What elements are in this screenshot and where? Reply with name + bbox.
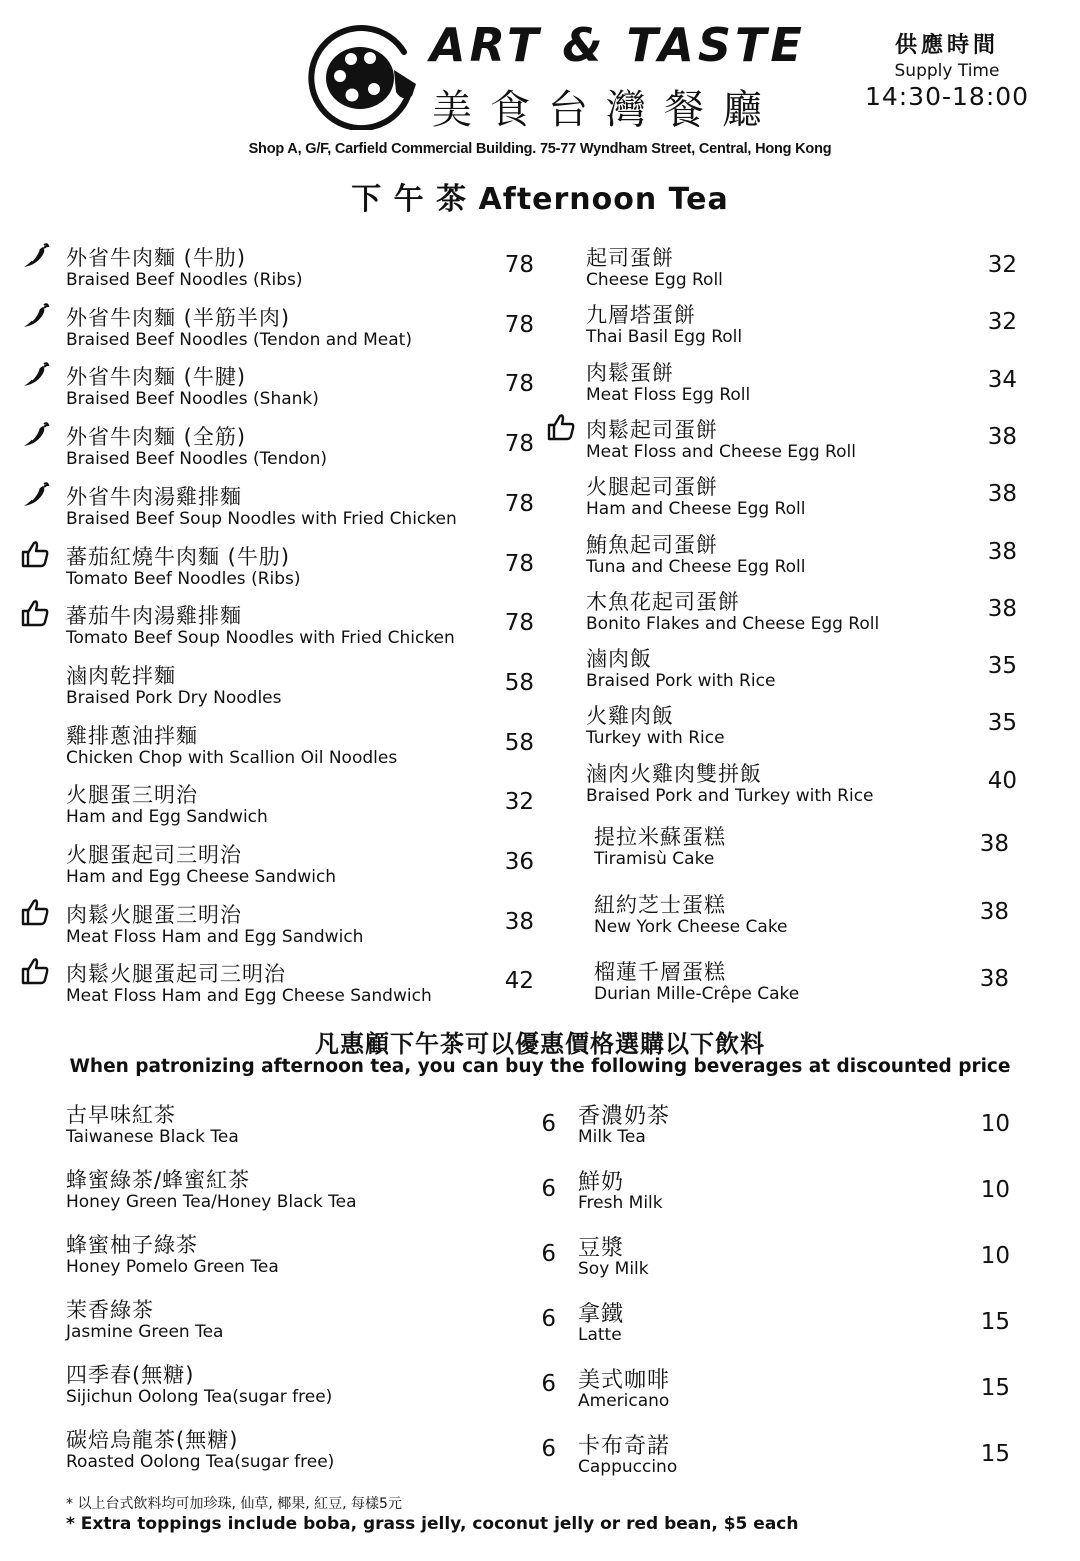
menu-item-name-zh: 蕃茄牛肉湯雞排麵 — [66, 604, 242, 629]
menu-item-name-zh: 拿鐵 — [578, 1302, 625, 1327]
menu-item-name-zh: 鮪魚起司蛋餅 — [586, 532, 718, 557]
menu-item-name-en: Braised Beef Noodles (Tendon) — [66, 449, 327, 470]
chili-pepper-icon — [20, 419, 50, 449]
menu-item-name-en: Roasted Oolong Tea(sugar free) — [66, 1452, 335, 1472]
menu-item-price: 38 — [987, 595, 1017, 622]
menu-item-price: 32 — [987, 252, 1017, 278]
menu-item — [66, 1294, 556, 1354]
menu-item-name-zh: 古早味紅茶 — [66, 1103, 176, 1127]
chili-pepper-icon — [20, 479, 50, 509]
menu-item-name-en: Cheese Egg Roll — [586, 270, 723, 290]
menu-item-name-zh: 滷肉火雞肉雙拼飯 — [586, 761, 762, 786]
menu-item — [586, 471, 1026, 527]
menu-item-name-en: Americano — [578, 1391, 670, 1411]
menu-item-name-zh: 火腿起司蛋餅 — [586, 475, 718, 500]
menu-item-name-zh: 木魚花起司蛋餅 — [586, 589, 740, 614]
menu-item-name-zh: 蜂蜜柚子綠茶 — [66, 1233, 198, 1257]
menu-item — [586, 414, 1026, 470]
menu-item-price: 32 — [504, 789, 534, 816]
menu-item-name-zh: 肉鬆火腿蛋三明治 — [66, 902, 242, 927]
menu-item-price: 78 — [504, 252, 534, 278]
menu-item — [586, 758, 1026, 814]
menu-item — [594, 821, 1026, 877]
chili-pepper-icon — [20, 240, 50, 270]
menu-item-name-zh: 外省牛肉湯雞排麵 — [66, 484, 242, 509]
menu-item-price: 34 — [987, 366, 1017, 393]
thumbs-up-icon — [20, 539, 50, 569]
menu-item-name-zh: 外省牛肉麵 (牛肋) — [66, 246, 247, 270]
menu-item — [66, 421, 536, 477]
menu-item-name-en: Meat Floss Egg Roll — [586, 384, 751, 405]
menu-item-name-zh: 蜂蜜綠茶/蜂蜜紅茶 — [66, 1168, 251, 1192]
menu-item-name-zh: 四季春(無糖) — [66, 1363, 195, 1387]
menu-item — [66, 1099, 556, 1159]
menu-item-name-zh: 肉鬆火腿蛋起司三明治 — [66, 962, 286, 987]
menu-item — [578, 1429, 1018, 1489]
thumbs-up-icon — [546, 412, 576, 442]
menu-item — [594, 889, 1026, 945]
menu-item-name-zh: 豆漿 — [578, 1236, 625, 1261]
menu-item-name-en: Tuna and Cheese Egg Roll — [586, 556, 806, 577]
menu-item — [66, 541, 536, 597]
menu-item-name-zh: 卡布奇諾 — [578, 1434, 671, 1459]
thumbs-up-icon — [20, 897, 50, 927]
menu-item-name-en: Honey Pomelo Green Tea — [66, 1257, 279, 1277]
menu-item-name-en: Meat Floss Ham and Egg Sandwich — [66, 926, 364, 947]
menu-item — [586, 643, 1026, 699]
menu-item-name-en: Thai Basil Egg Roll — [586, 327, 743, 348]
menu-item-name-zh: 滷肉飯 — [586, 647, 652, 672]
menu-item — [66, 1424, 556, 1484]
brand-name-en: ART & TASTE — [430, 18, 806, 72]
menu-item — [594, 956, 1026, 1012]
menu-item-name-en: New York Cheese Cake — [594, 916, 788, 937]
menu-item — [66, 958, 536, 1014]
menu-item-name-en: Meat Floss and Cheese Egg Roll — [586, 441, 856, 462]
chili-pepper-icon — [20, 359, 50, 389]
menu-item-name-zh: 外省牛肉麵 (牛腱) — [66, 365, 247, 390]
menu-item — [66, 361, 536, 417]
menu-item-name-zh: 肉鬆起司蛋餅 — [586, 417, 718, 442]
thumbs-up-icon — [20, 598, 50, 628]
menu-item-price: 10 — [980, 1177, 1010, 1203]
menu-item-price: 38 — [987, 538, 1017, 565]
page-title: 下 午 茶 Afternoon Tea — [351, 182, 729, 217]
menu-item-name-zh: 外省牛肉麵 (半筋半肉) — [66, 305, 291, 330]
brand-name-zh: 美食台灣餐廳 — [432, 87, 780, 133]
menu-item-price: 15 — [980, 1375, 1010, 1401]
menu-item-price: 15 — [980, 1441, 1010, 1467]
menu-item-name-zh: 榴蓮千層蛋糕 — [594, 960, 726, 984]
menu-item-name-en: Braised Beef Noodles (Ribs) — [66, 270, 303, 290]
menu-item-name-zh: 肉鬆蛋餅 — [586, 360, 674, 385]
menu-item-price: 78 — [504, 490, 534, 517]
menu-item-name-en: Soy Milk — [578, 1259, 649, 1279]
menu-item — [586, 529, 1026, 585]
menu-item-name-zh: 提拉米蘇蛋糕 — [594, 825, 726, 849]
menu-item — [66, 839, 536, 895]
menu-item — [66, 1164, 556, 1224]
promo-heading-en: When patronizing afternoon tea, you can buy the following beverages at discounted price — [69, 1056, 1011, 1077]
menu-item-name-en: Ham and Egg Cheese Sandwich — [66, 867, 337, 887]
menu-item-price: 6 — [541, 1306, 556, 1332]
menu-item — [586, 242, 1026, 298]
menu-item-name-en: Turkey with Rice — [586, 728, 725, 749]
menu-item-name-zh: 滷肉乾拌麵 — [66, 663, 176, 688]
menu-item — [578, 1231, 1018, 1291]
menu-item-price: 10 — [980, 1243, 1010, 1269]
menu-item — [578, 1099, 1018, 1159]
menu-item-price: 36 — [504, 849, 534, 875]
menu-item-name-en: Durian Mille-Crêpe Cake — [594, 984, 800, 1004]
menu-item-name-zh: 起司蛋餅 — [586, 246, 674, 270]
menu-item-name-en: Ham and Cheese Egg Roll — [586, 499, 806, 520]
menu-item-name-zh: 香濃奶茶 — [578, 1104, 671, 1129]
menu-item-name-en: Chicken Chop with Scallion Oil Noodles — [66, 747, 398, 768]
menu-item — [586, 299, 1026, 355]
menu-item — [66, 600, 536, 656]
menu-item-price: 78 — [504, 311, 534, 338]
menu-item-price: 40 — [987, 767, 1017, 794]
menu-item — [66, 779, 536, 835]
menu-item-name-zh: 雞排蔥油拌麵 — [66, 723, 198, 748]
menu-item-name-en: Honey Green Tea/Honey Black Tea — [66, 1192, 357, 1212]
menu-item-price: 38 — [979, 898, 1009, 925]
menu-item-price: 38 — [987, 481, 1017, 508]
menu-item-price: 58 — [504, 669, 534, 696]
menu-item — [66, 720, 536, 776]
menu-item-name-en: Tomato Beef Soup Noodles with Fried Chicken — [66, 628, 455, 649]
supply-time-value: 14:30-18:00 — [864, 82, 1030, 111]
menu-item-price: 38 — [504, 908, 534, 935]
menu-item-name-en: Braised Pork Dry Noodles — [66, 687, 282, 708]
menu-item — [66, 1359, 556, 1419]
menu-item — [578, 1165, 1018, 1225]
menu-item-price: 6 — [541, 1241, 556, 1267]
menu-item-price: 35 — [987, 710, 1017, 737]
menu-item-price: 58 — [504, 729, 534, 756]
menu-item-name-en: Milk Tea — [578, 1127, 646, 1147]
menu-item-name-zh: 碳焙烏龍茶(無糖) — [66, 1428, 239, 1452]
palette-logo-icon — [304, 18, 420, 130]
menu-item-price: 15 — [980, 1309, 1010, 1335]
menu-item — [66, 481, 536, 537]
menu-item — [66, 899, 536, 955]
menu-item-name-zh: 鮮奶 — [578, 1170, 625, 1195]
menu-item-price: 6 — [541, 1176, 556, 1202]
promo-heading-zh: 凡惠顧下午茶可以優惠價格選購以下飲料 — [315, 1030, 765, 1058]
toppings-note-en: * Extra toppings include boba, grass jelly, coconut jelly or red bean, $5 each — [66, 1514, 799, 1534]
address: Shop A, G/F, Carfield Commercial Building. 75-77 Wyndham Street, Central, Hong Kong — [248, 141, 832, 157]
menu-item-name-zh: 火腿蛋起司三明治 — [66, 843, 242, 867]
menu-item-name-zh: 火腿蛋三明治 — [66, 783, 198, 808]
menu-item-name-en: Braised Pork and Turkey with Rice — [586, 785, 874, 806]
menu-item-name-en: Braised Pork with Rice — [586, 671, 776, 692]
menu-item-name-en: Cappuccino — [578, 1457, 678, 1477]
menu-item-price: 78 — [504, 610, 534, 637]
menu-item-price: 38 — [979, 831, 1009, 857]
menu-item-name-en: Fresh Milk — [578, 1193, 663, 1213]
menu-item — [66, 242, 536, 298]
menu-item-name-en: Braised Beef Soup Noodles with Fried Chicken — [66, 508, 457, 529]
menu-item-name-en: Jasmine Green Tea — [66, 1322, 224, 1342]
menu-item-name-zh: 九層塔蛋餅 — [586, 303, 696, 328]
menu-item-name-zh: 火雞肉飯 — [586, 704, 674, 729]
menu-item-name-en: Tiramisù Cake — [594, 849, 715, 869]
menu-item-name-en: Taiwanese Black Tea — [66, 1127, 239, 1147]
supply-label-en: Supply Time — [894, 61, 1000, 81]
menu-item-name-zh: 紐約芝士蛋糕 — [594, 892, 726, 917]
menu-item-price: 32 — [987, 309, 1017, 336]
menu-item-name-en: Bonito Flakes and Cheese Egg Roll — [586, 613, 880, 634]
menu-item — [578, 1363, 1018, 1423]
thumbs-up-icon — [20, 956, 50, 986]
menu-item — [586, 586, 1026, 642]
menu-item — [586, 700, 1026, 756]
menu-item-name-en: Tomato Beef Noodles (Ribs) — [66, 568, 301, 589]
menu-item-name-en: Braised Beef Noodles (Tendon and Meat) — [66, 329, 412, 350]
menu-item-name-zh: 外省牛肉麵 (全筋) — [66, 425, 247, 450]
menu-item-price: 6 — [541, 1111, 556, 1137]
supply-label-zh: 供應時間 — [894, 32, 999, 58]
menu-item-name-en: Sijichun Oolong Tea(sugar free) — [66, 1387, 333, 1407]
menu-item-name-en: Braised Beef Noodles (Shank) — [66, 389, 319, 410]
menu-item-price: 78 — [504, 550, 534, 577]
menu-item-name-en: Meat Floss Ham and Egg Cheese Sandwich — [66, 986, 432, 1007]
menu-item — [578, 1297, 1018, 1357]
menu-item-name-en: Latte — [578, 1325, 622, 1345]
menu-item-name-zh: 茉香綠茶 — [66, 1298, 154, 1322]
menu-item-price: 10 — [980, 1111, 1010, 1137]
chili-pepper-icon — [20, 300, 50, 330]
menu-item-name-zh: 蕃茄紅燒牛肉麵 (牛肋) — [66, 544, 291, 569]
menu-item-price: 6 — [541, 1371, 556, 1397]
menu-item-name-zh: 美式咖啡 — [578, 1368, 671, 1393]
menu-item-price: 42 — [504, 968, 534, 995]
menu-item — [66, 1229, 556, 1289]
supply-time-block — [862, 28, 1032, 111]
menu-item-price: 38 — [987, 423, 1017, 450]
menu-item-price: 78 — [504, 431, 534, 458]
menu-item-price: 38 — [979, 966, 1009, 992]
menu-item-name-en: Ham and Egg Sandwich — [66, 807, 268, 828]
toppings-note-zh: * 以上台式飲料均可加珍珠, 仙草, 椰果, 紅豆, 每樣5元 — [66, 1496, 402, 1512]
menu-item-price: 6 — [541, 1436, 556, 1462]
menu-item — [66, 660, 536, 716]
menu-item-price: 35 — [987, 653, 1017, 680]
menu-item — [586, 357, 1026, 413]
menu-item-price: 78 — [504, 371, 534, 398]
menu-item — [66, 302, 536, 358]
